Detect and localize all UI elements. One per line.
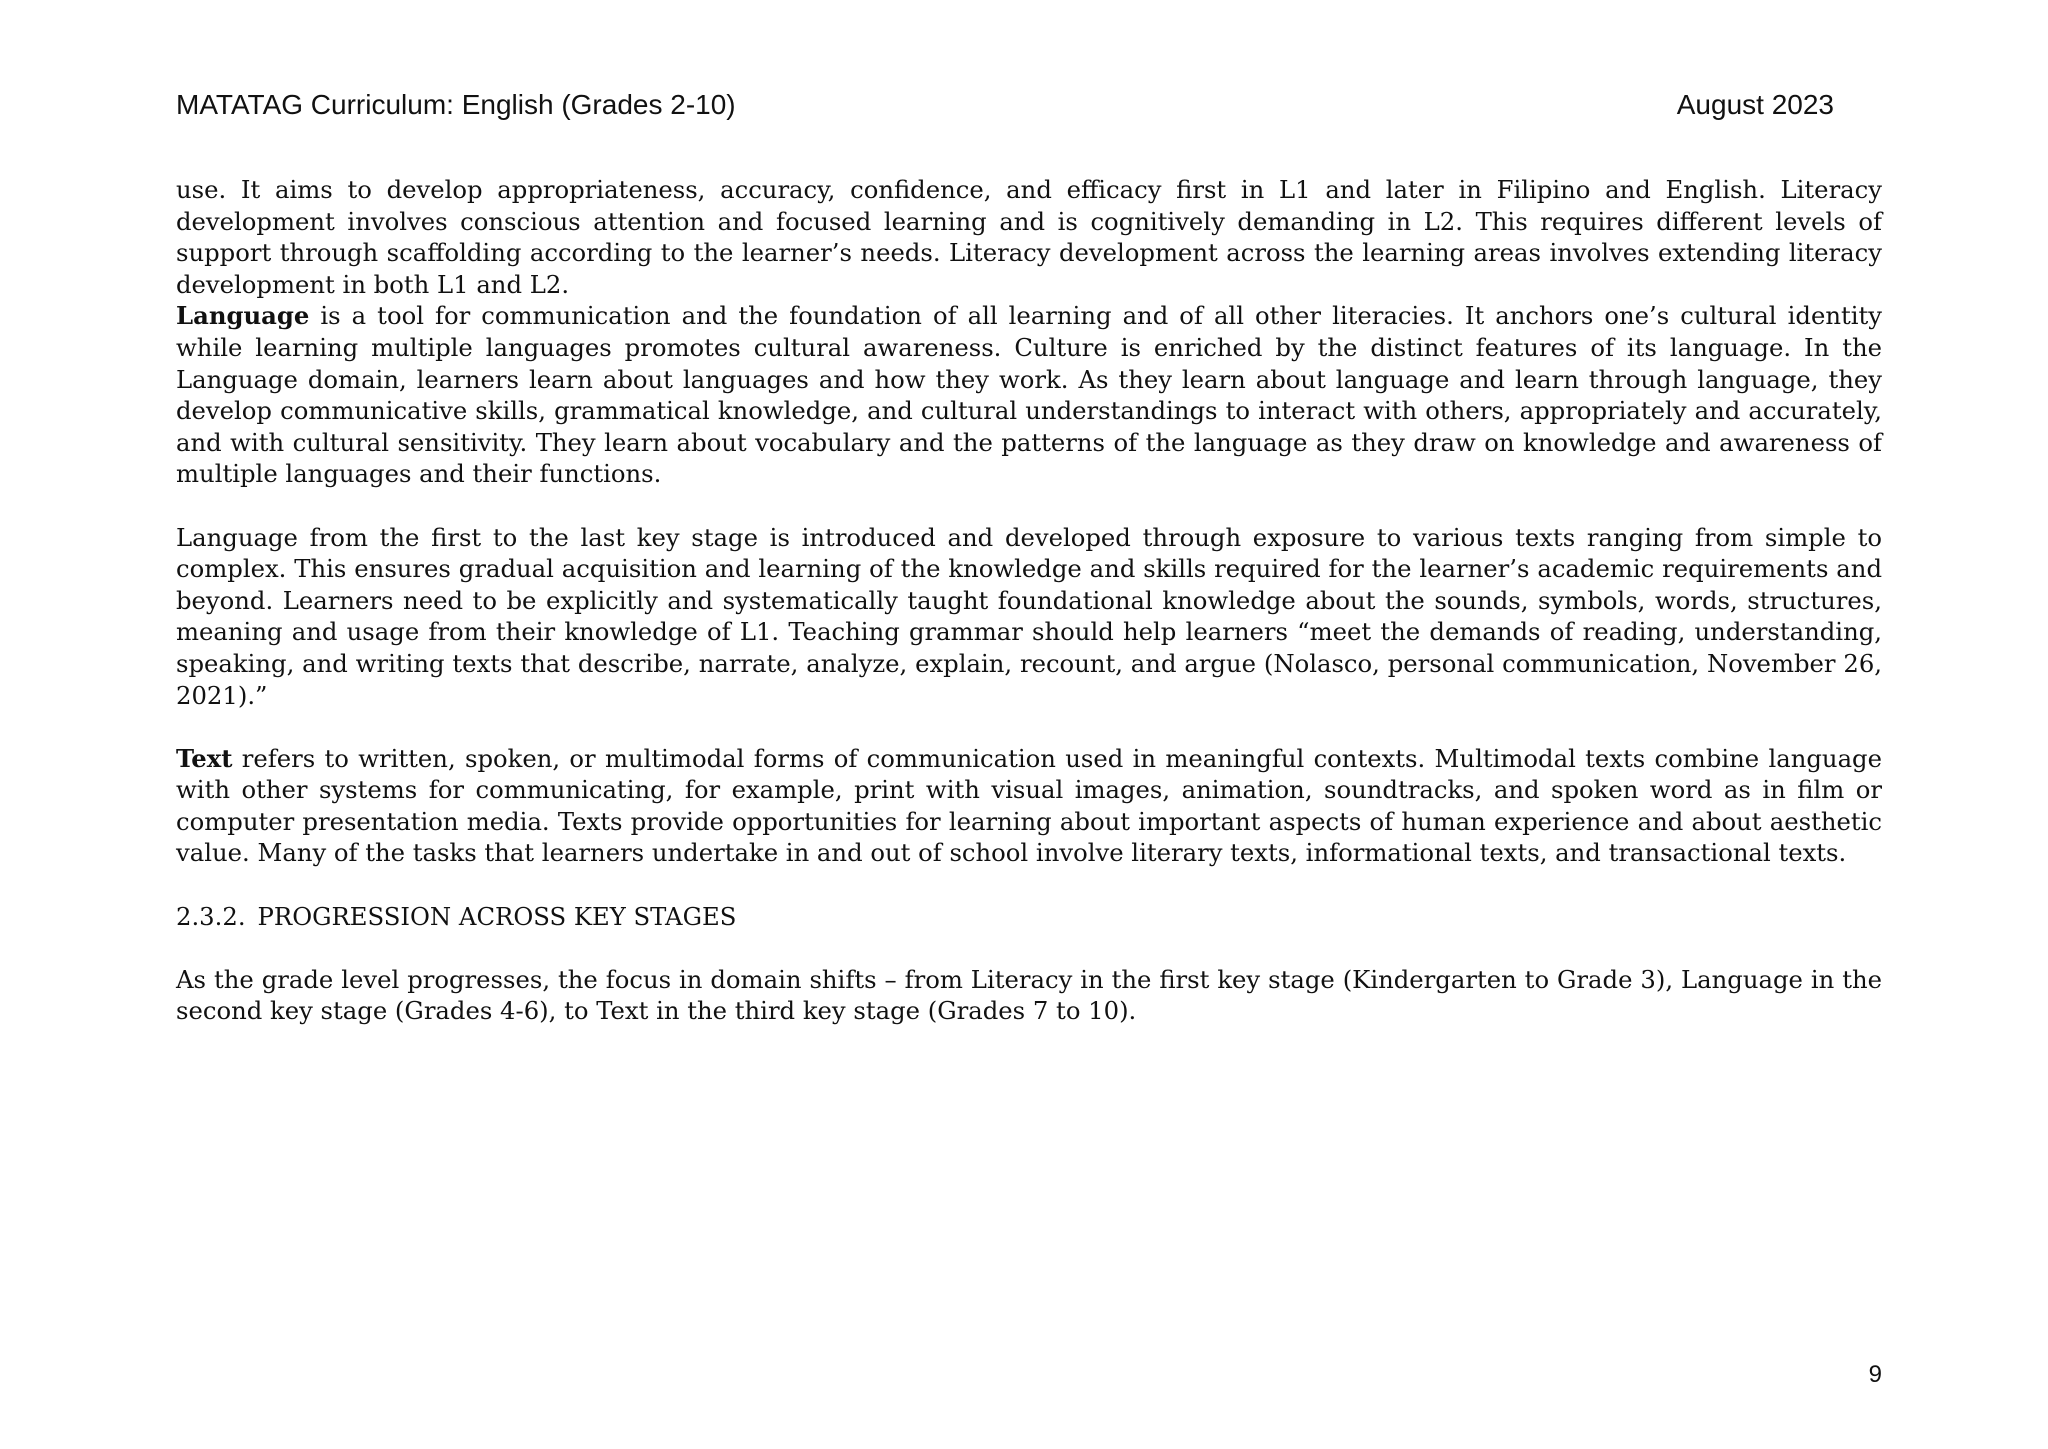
section-number: 2.3.2. [176,901,246,931]
document-body [176,174,1882,1027]
section-heading [176,901,1882,933]
paragraph-text [176,743,1882,869]
term-language: Language [176,301,310,331]
page-number: 9 [1868,1361,1882,1388]
paragraph-literacy-continued: use. It aims to develop appropriateness, accuracy, confidence, and efficacy first in L1 and later in Filipino and English. Literacy development involves conscious attention and focused learning and is cognitively demanding in L2. This requires different levels of support through scaffolding according to the learner’s needs. Literacy development across the learning areas involves extending literacy development in both L1 and L2. [176,175,1882,299]
term-text: Text [176,743,233,773]
paragraph-text-text: refers to written, spoken, or multimodal forms of communication used in meaningful contexts. Multimodal texts combine language with other systems for communicating, for example, print with visual images, animation, soundtracks, and spoken word as in film or computer presentation media. Texts provide opportunities for learning about important aspects of human experience and about aesthetic value. Many of the tasks that learners undertake in and out of school involve literary texts, informational texts, and transactional texts. [176,743,1882,868]
paragraph-language [176,300,1882,490]
section-title: PROGRESSION ACROSS KEY STAGES [257,901,737,931]
header-date: August 2023 [1676,89,1834,120]
paragraph-language-text: is a tool for communication and the foundation of all learning and of all other literacies. It anchors one’s cultural identity while learning multiple languages promotes cultural awareness. Culture is enriched by the distinct features of its language. In the Language domain, learners learn about languages and how they work. As they learn about language and learn through language, they develop communicative skills, grammatical knowledge, and cultural understandings to interact with others, appropriately and accurately, and with cultural sensitivity. They learn about vocabulary and the patterns of the language as they draw on knowledge and awareness of multiple languages and their functions. [176,301,1882,489]
paragraph-language-progression: Language from the first to the last key stage is introduced and developed through exposure to various texts ranging from simple to complex. This ensures gradual acquisition and learning of the knowledge and skills required for the learner’s academic requirements and beyond. Learners need to be explicitly and systematically taught foundational knowledge about the sounds, symbols, words, structures, meaning and usage from their knowledge of L1. Teaching grammar should help learners “meet the demands of reading, understanding, speaking, and writing texts that describe, narrate, analyze, explain, recount, and argue (Nolasco, personal communication, November 26, 2021).” [176,522,1882,710]
paragraph-progression: As the grade level progresses, the focus in domain shifts – from Literacy in the first key stage (Kindergarten to Grade 3), Language in the second key stage (Grades 4-6), to Text in the third key stage (Grades 7 to 10). [176,964,1882,1026]
header-title: MATATAG Curriculum: English (Grades 2-10) [176,89,736,120]
